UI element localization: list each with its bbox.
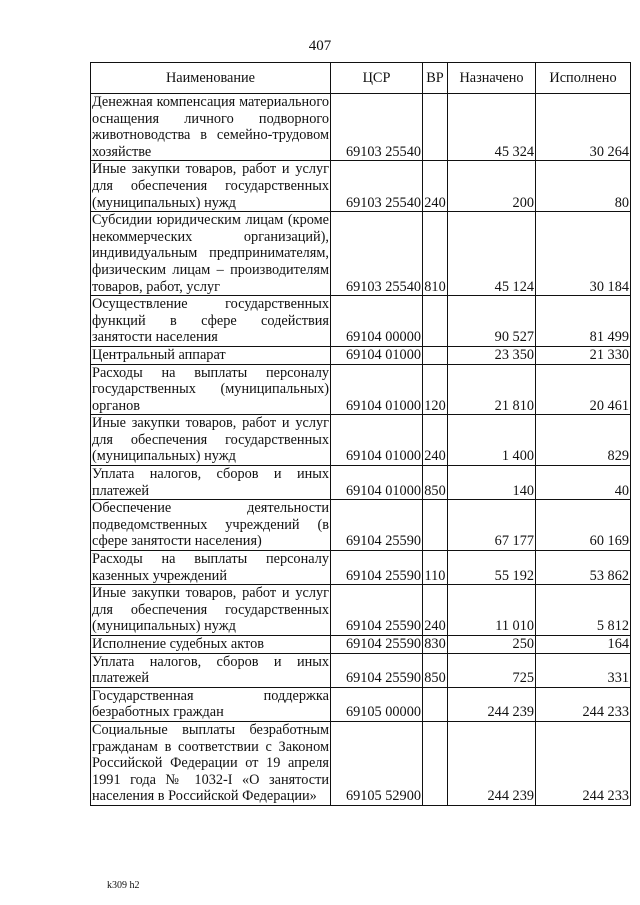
table-row — [91, 636, 631, 654]
footer-code: k309 h2 — [107, 880, 140, 891]
row-assigned: 140 — [448, 466, 536, 500]
row-executed: 20 461 — [536, 364, 631, 415]
row-assigned: 55 192 — [448, 551, 536, 585]
row-assigned: 45 124 — [448, 212, 536, 296]
row-name: Расходы на выплаты персоналу государственных (муниципальных) органов — [92, 364, 329, 414]
row-vr — [423, 296, 448, 347]
row-assigned: 200 — [448, 161, 536, 212]
row-vr: 850 — [423, 653, 448, 687]
row-csr: 69104 01000 — [331, 346, 423, 364]
row-executed: 244 233 — [536, 687, 631, 721]
row-executed: 30 184 — [536, 212, 631, 296]
row-name: Исполнение судебных актов — [91, 636, 331, 654]
row-name: Иные закупки товаров, работ и услуг для обеспечения государственных (муниципальных) нужд — [92, 161, 329, 211]
row-csr: 69104 01000 — [331, 415, 423, 466]
header-vr: ВР — [423, 63, 448, 94]
row-assigned: 45 324 — [448, 94, 536, 161]
row-name: Денежная компенсация материального оснащения личного подворного животноводства в семейно-трудовом хозяйстве — [92, 94, 329, 160]
table-row — [91, 721, 631, 805]
table-row — [91, 687, 631, 721]
row-vr: 110 — [423, 551, 448, 585]
row-name: Осуществление государственных функций в сфере содействия занятости населения — [92, 296, 329, 346]
row-csr: 69104 01000 — [331, 364, 423, 415]
row-csr: 69103 25540 — [331, 161, 423, 212]
table-row — [91, 296, 631, 347]
row-executed: 81 499 — [536, 296, 631, 347]
table-row — [91, 346, 631, 364]
row-name: Центральный аппарат — [91, 346, 331, 364]
row-csr: 69105 52900 — [331, 721, 423, 805]
table-row — [91, 551, 631, 585]
row-executed: 829 — [536, 415, 631, 466]
row-name: Иные закупки товаров, работ и услуг для обеспечения государственных (муниципальных) нужд — [92, 415, 329, 465]
table-row — [91, 364, 631, 415]
table-header-row — [91, 63, 631, 94]
row-csr: 69104 25590 — [331, 551, 423, 585]
row-executed: 60 169 — [536, 500, 631, 551]
row-assigned: 244 239 — [448, 721, 536, 805]
header-csr: ЦСР — [331, 63, 423, 94]
table-row — [91, 653, 631, 687]
row-vr: 830 — [424, 636, 446, 652]
row-assigned: 250 — [448, 636, 536, 654]
row-name: Социальные выплаты безработным гражданам в соответствии с Законом Российской Федерации от 19 апреля 1991 года № 1032-I «О занятости населения в Российской Федерации» — [92, 721, 329, 805]
header-executed: Исполнено — [536, 63, 631, 94]
row-name: Расходы на выплаты персоналу казенных учреждений — [92, 551, 329, 584]
row-csr: 69104 25590 — [331, 585, 423, 636]
table-row — [91, 94, 631, 161]
row-assigned: 1 400 — [448, 415, 536, 466]
row-assigned: 244 239 — [448, 687, 536, 721]
header-assigned: Назначено — [448, 63, 536, 94]
row-csr: 69105 00000 — [331, 687, 423, 721]
table-row — [91, 466, 631, 500]
row-executed: 21 330 — [536, 346, 631, 364]
row-vr: 120 — [423, 364, 448, 415]
row-vr — [423, 346, 448, 364]
row-name: Субсидии юридическим лицам (кроме некоммерческих организаций), индивидуальным предпринимателям, физическим лицам – производителям товаров, работ, услуг — [92, 212, 329, 295]
budget-table — [90, 62, 631, 806]
row-assigned: 90 527 — [448, 296, 536, 347]
row-vr — [423, 721, 448, 805]
row-csr: 69103 25540 — [331, 94, 423, 161]
table-row — [91, 500, 631, 551]
row-executed: 40 — [536, 466, 631, 500]
row-vr: 240 — [423, 415, 448, 466]
row-csr: 69103 25540 — [331, 212, 423, 296]
row-vr: 850 — [423, 466, 448, 500]
row-executed: 53 862 — [536, 551, 631, 585]
row-name: Уплата налогов, сборов и иных платежей — [92, 653, 329, 687]
row-vr: 240 — [423, 161, 448, 212]
row-executed: 331 — [536, 653, 631, 687]
table-row — [91, 212, 631, 296]
row-assigned: 21 810 — [448, 364, 536, 415]
row-name: Государственная поддержка безработных граждан — [92, 687, 329, 721]
row-executed: 5 812 — [536, 585, 631, 636]
row-vr: 240 — [423, 585, 448, 636]
row-csr: 69104 01000 — [331, 466, 423, 500]
row-assigned: 67 177 — [448, 500, 536, 551]
row-assigned: 23 350 — [448, 346, 536, 364]
page-number: 407 — [308, 38, 332, 54]
row-csr: 69104 25590 — [331, 653, 423, 687]
row-vr — [423, 500, 448, 551]
row-name: Иные закупки товаров, работ и услуг для обеспечения государственных (муниципальных) нужд — [92, 585, 329, 635]
row-executed: 80 — [536, 161, 631, 212]
row-name: Уплата налогов, сборов и иных платежей — [92, 466, 329, 499]
row-vr — [423, 94, 448, 161]
row-executed: 164 — [536, 636, 631, 654]
row-assigned: 11 010 — [448, 585, 536, 636]
header-name: Наименование — [91, 63, 331, 94]
row-csr: 69104 00000 — [331, 296, 423, 347]
row-executed: 244 233 — [536, 721, 631, 805]
row-assigned: 725 — [448, 653, 536, 687]
table-row — [91, 161, 631, 212]
table-row — [91, 585, 631, 636]
table-row — [91, 415, 631, 466]
row-csr: 69104 25590 — [331, 636, 423, 654]
row-vr — [423, 687, 448, 721]
row-executed: 30 264 — [536, 94, 631, 161]
row-vr: 810 — [423, 212, 448, 296]
row-name: Обеспечение деятельности подведомственных учреждений (в сфере занятости населения) — [92, 500, 329, 550]
row-csr: 69104 25590 — [331, 500, 423, 551]
